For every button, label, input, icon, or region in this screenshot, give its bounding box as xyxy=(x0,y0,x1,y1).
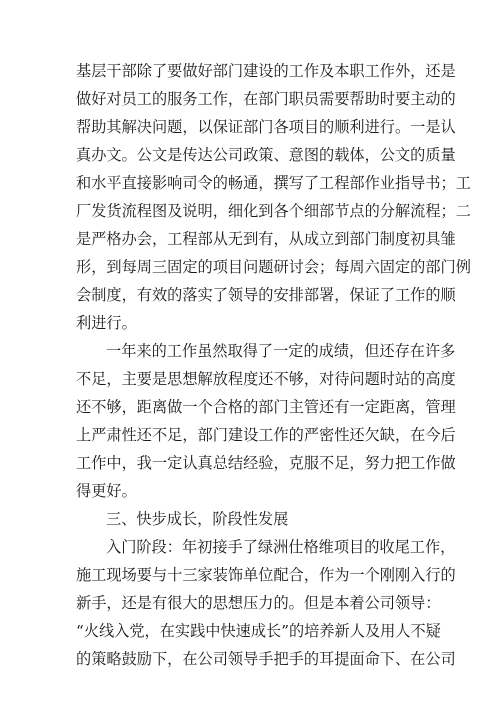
paragraph-line: 得更好。 xyxy=(76,482,137,500)
paragraph-line: 厂发货流程图及说明，细化到各个细部节点的分解流程；二 xyxy=(76,202,471,220)
paragraph-line: 上严肃性还不足，部门建设工作的严密性还欠缺，在今后 xyxy=(76,426,456,444)
paragraph-line: 和水平直接影响司令的畅通，撰写了工程部作业指导书；工 xyxy=(76,174,471,192)
paragraph-line: 利进行。 xyxy=(76,314,137,332)
paragraph-line: 不足，主要是思想解放程度还不够，对待问题时站的高度 xyxy=(76,370,456,388)
paragraph-line: 还不够，距离做一个合格的部门主管还有一定距离，管理 xyxy=(76,398,456,416)
paragraph-line: 施工现场要与十三家装饰单位配合，作为一个刚刚入行的 xyxy=(76,566,456,584)
paragraph-line: 基层干部除了要做好部门建设的工作及本职工作外，还是 xyxy=(76,62,456,80)
paragraph-line: “火线入党，在实践中快速成长”的培养新人及用人不疑 xyxy=(76,622,441,640)
paragraph-line: 的策略鼓励下，在公司领导手把手的耳提面命下、在公司 xyxy=(76,650,456,668)
paragraph-line: 真办文。公文是传达公司政策、意图的载体，公文的质量 xyxy=(76,146,456,164)
paragraph-line: 帮助其解决问题，以保证部门各项目的顺利进行。一是认 xyxy=(76,118,456,136)
paragraph-line: 是严格办会，工程部从无到有，从成立到部门制度初具雏 xyxy=(76,230,456,248)
paragraph-line: 做好对员工的服务工作，在部门职员需要帮助时要主动的 xyxy=(76,90,456,108)
section-heading: 三、快步成长，阶段性发展 xyxy=(106,510,289,528)
paragraph-line: 工作中，我一定认真总结经验，克服不足，努力把工作做 xyxy=(76,454,456,472)
paragraph-line: 新手，还是有很大的思想压力的。但是本着公司领导： xyxy=(76,594,441,612)
paragraph-line: 形，到每周三固定的项目问题研讨会；每周六固定的部门例 xyxy=(76,258,471,276)
paragraph-line: 一年来的工作虽然取得了一定的成绩，但还存在许多 xyxy=(106,342,456,360)
paragraph-line: 会制度，有效的落实了领导的安排部署，保证了工作的顺 xyxy=(76,286,456,304)
paragraph-line: 入门阶段：年初接手了绿洲仕格维项目的收尾工作， xyxy=(106,538,456,556)
